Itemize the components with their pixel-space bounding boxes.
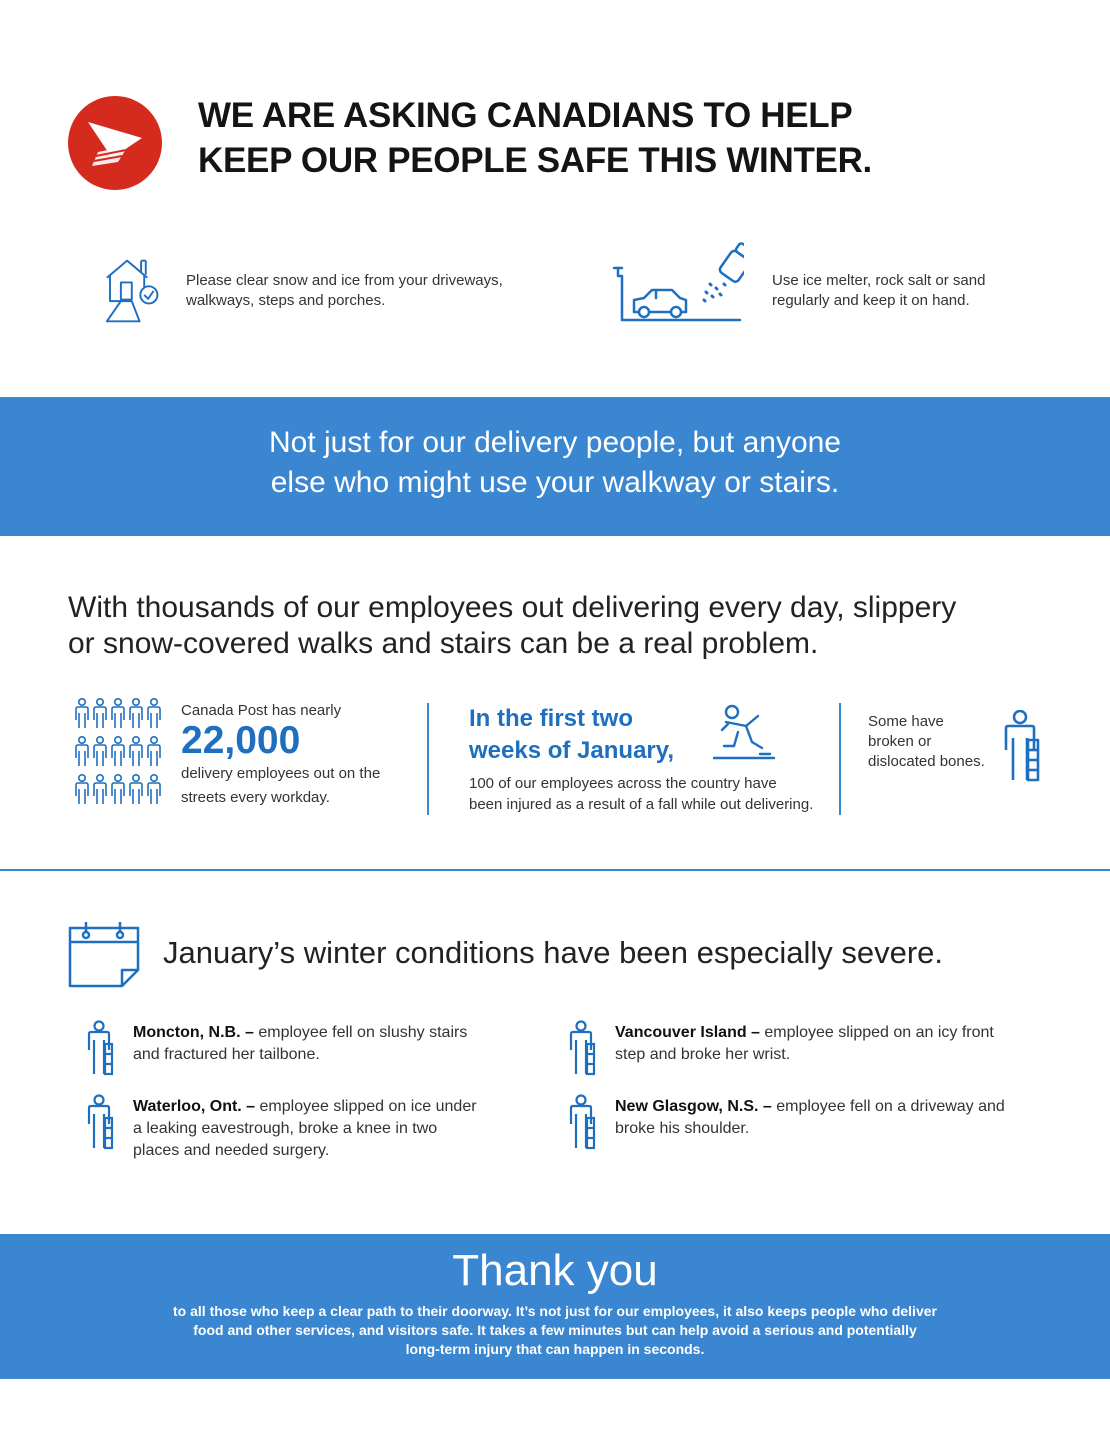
- canada-post-logo: [68, 96, 162, 190]
- incident-place: New Glasgow, N.S. –: [615, 1098, 772, 1115]
- injured-person-icon: [86, 1020, 116, 1076]
- incident-item: [133, 1022, 533, 1066]
- injured-person-icon: [568, 1094, 598, 1150]
- thanks-title: Thank you: [452, 1246, 658, 1295]
- lead-paragraph: [68, 590, 1068, 662]
- tip-clear-snow-line-1: Please clear snow and ice from your driveways,: [186, 272, 503, 289]
- tip-ice-melter-line-2: regularly and keep it on hand.: [772, 292, 970, 309]
- slipping-person-icon: [712, 702, 776, 766]
- banner-line-1: Not just for our delivery people, but anyone: [268, 426, 841, 459]
- stat-employees-post-2: streets every workday.: [181, 789, 330, 806]
- stat-january-head-2: weeks of January,: [469, 737, 674, 764]
- incident-place: Waterloo, Ont. –: [133, 1098, 256, 1115]
- incident-place: Moncton, N.B. –: [133, 1024, 254, 1041]
- incident-place: Vancouver Island –: [615, 1024, 760, 1041]
- lead-line-1: With thousands of our employees out delivering every day, slippery: [68, 591, 957, 624]
- banner-line-2: else who might use your walkway or stairs.: [270, 466, 840, 499]
- tip-ice-melter: [772, 271, 1072, 311]
- incident-text: employee fell on a driveway and: [771, 1098, 1005, 1115]
- thanks-line-1: to all those who keep a clear path to their doorway. It’s not just for our employees, it also keeps people who deliver: [173, 1303, 937, 1319]
- people-group-icon: [74, 698, 164, 810]
- salt-shaker-car-icon: [612, 240, 744, 324]
- stat-january-body-1: 100 of our employees across the country have: [469, 775, 777, 792]
- headline-line-2: KEEP OUR PEOPLE SAFE THIS WINTER.: [198, 141, 872, 180]
- calendar-icon: [68, 922, 140, 988]
- stat-employees: [181, 700, 421, 808]
- incident-text: employee slipped on ice under: [255, 1098, 477, 1115]
- stat-employees-number: 22,000: [181, 719, 301, 762]
- injured-person-icon: [568, 1020, 598, 1076]
- incident-text: places and needed surgery.: [133, 1142, 330, 1159]
- stat-employees-post-1: delivery employees out on the: [181, 765, 381, 782]
- thanks-body: [130, 1302, 980, 1359]
- tip-ice-melter-line-1: Use ice melter, rock salt or sand: [772, 272, 986, 289]
- incident-text: employee fell on slushy stairs: [253, 1024, 468, 1041]
- thanks-line-2: food and other services, and visitors safe. It takes a few minutes but can help avoid a serious and potentially: [193, 1322, 917, 1338]
- tip-clear-snow: [186, 271, 546, 311]
- injured-person-icon: [86, 1094, 116, 1150]
- stat-injuries-line-3: dislocated bones.: [868, 753, 985, 770]
- incident-item: [615, 1096, 1055, 1140]
- stat-injuries: [868, 712, 1008, 772]
- page-headline: [198, 93, 1078, 183]
- stat-injuries-line-2: broken or: [868, 733, 932, 750]
- injured-person-icon: [1002, 710, 1042, 784]
- thanks-line-3: long-term injury that can happen in seconds.: [405, 1341, 705, 1357]
- incident-text: a leaking eavestrough, broke a knee in two: [133, 1120, 438, 1137]
- stat-january-body-2: been injured as a result of a fall while out delivering.: [469, 796, 814, 813]
- lead-line-2: or snow-covered walks and stairs can be a real problem.: [68, 627, 819, 660]
- house-check-icon: [96, 256, 166, 326]
- stat-january: [469, 703, 839, 815]
- incident-text: and fractured her tailbone.: [133, 1046, 320, 1063]
- banner-text: [0, 423, 1110, 503]
- conditions-heading: January’s winter conditions have been especially severe.: [163, 935, 944, 970]
- stat-divider: [839, 703, 841, 815]
- headline-line-1: WE ARE ASKING CANADIANS TO HELP: [198, 96, 853, 135]
- section-divider: [0, 869, 1110, 871]
- incident-text: step and broke her wrist.: [615, 1046, 791, 1063]
- stat-divider: [427, 703, 429, 815]
- incident-text: employee slipped on an icy front: [759, 1024, 994, 1041]
- incident-item: [133, 1096, 533, 1162]
- incident-text: broke his shoulder.: [615, 1120, 750, 1137]
- incident-item: [615, 1022, 1055, 1066]
- tip-clear-snow-line-2: walkways, steps and porches.: [186, 292, 386, 309]
- stat-employees-pre: Canada Post has nearly: [181, 702, 342, 719]
- stat-january-head-1: In the first two: [469, 705, 633, 732]
- stat-injuries-line-1: Some have: [868, 713, 944, 730]
